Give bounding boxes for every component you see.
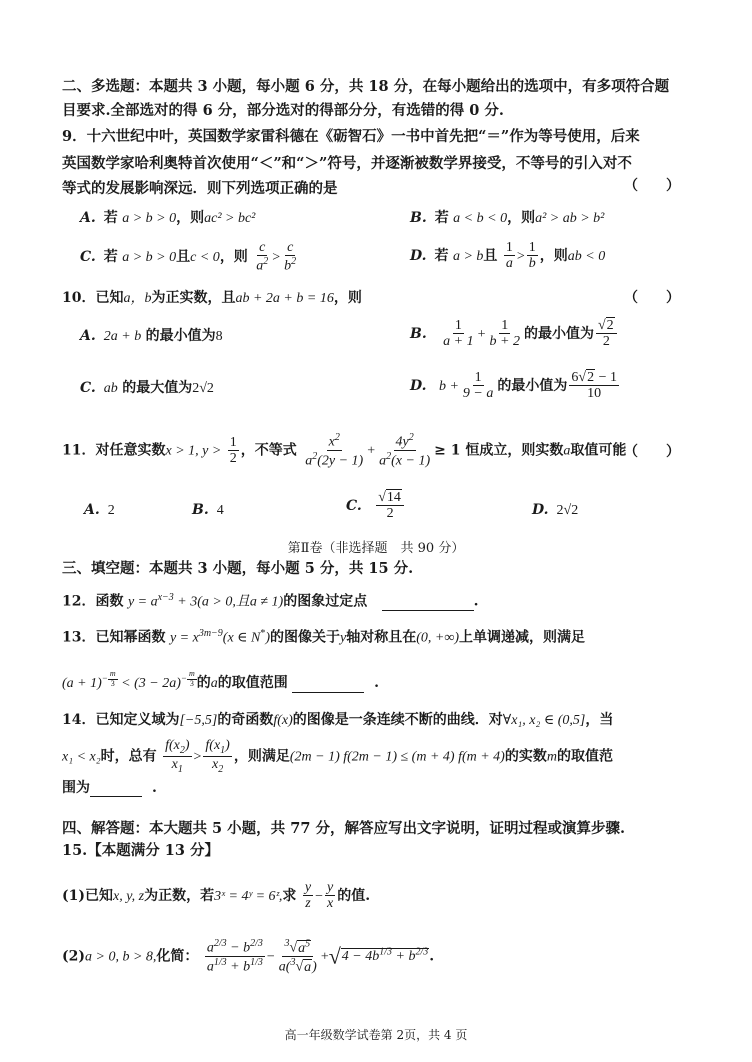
option-text: 若 (434, 210, 449, 226)
stem-text: 已知定义域为 (95, 712, 180, 728)
q13-stem-line2: $(a + 1)^{- \frac{m}{3}}$ < $(3 - 2a)^{- \frac{m}{3}}$ 的a的取值范围 . (62, 669, 380, 692)
stem-text: . (374, 675, 380, 692)
fraction-fx2-over-x1: $\frac{f(x_2)}{x_1}$ (165, 738, 190, 775)
q15-part2: (2)a > 0, b > 8,化简： $\frac{a^{2/3} - b^{2/3}}{a^{1/3} + b^{1/3}}$ − $\frac{^3√a^5}{a(^3√a)}$ $+√4 - 4b^{1/3} + b^{2/3}$. (62, 938, 435, 975)
option-value: 2√2 (556, 503, 579, 518)
q9-option-c: C. 若 a > b > 0且c < 0，则 $\frac{c}{a^2}$ > $\frac{c}{b^2}$ (80, 240, 297, 275)
q11-option-b (192, 502, 224, 520)
fraction-4y2-term: $\frac{4y^2}{a^2(x - 1)}$ (379, 432, 431, 469)
q12-answer-blank[interactable] (382, 610, 474, 611)
option-label: A. (84, 502, 100, 518)
option-math: a < b < 0 (453, 211, 508, 226)
q10-stem (62, 290, 362, 308)
fraction-sqrt2-over-2: $\frac{√2}{2}$ (596, 318, 617, 350)
stem-text: ，则满足 (233, 748, 290, 765)
fraction-1-over-b: $\frac{1}{b}$ (528, 240, 536, 272)
stem-text: 围为 (62, 780, 90, 796)
stem-exponent: * (260, 628, 266, 639)
option-text: ，则 (219, 249, 248, 266)
fraction-y-over-z: $\frac{y}{z}$ (304, 880, 312, 912)
fraction-c-over-a2: $\frac{c}{a^2}$ (256, 240, 269, 275)
stem-text: . (152, 780, 157, 796)
stem-text: 的 (196, 675, 211, 692)
option-label: C. (346, 497, 362, 514)
stem-text: 上单调递减，则满足 (459, 629, 586, 646)
stem-text: . (473, 593, 479, 610)
q9-stem-line1: 9．十六世纪中叶，英国数学家雷科德在《砺智石》一书中首先把“＝”作为等号使用，后来 (62, 128, 640, 145)
option-text: 若 (434, 247, 449, 264)
fraction-c-over-b2: $\frac{c}{b^2}$ (284, 240, 297, 275)
option-label: C. (80, 380, 96, 396)
fraction-x2-term: $\frac{x^2}{a^2(2y - 1)}$ (305, 432, 364, 469)
stem-math: a (210, 676, 218, 692)
fraction-fx1-over-x2: $\frac{f(x_1)}{x_2}$ (205, 738, 230, 775)
fraction-1-over-9-minus-a: $\frac{1}{9 - a}$ (462, 370, 494, 402)
option-label: B. (410, 325, 427, 342)
stem-math: 3ˣ = 4ʸ = 6ᶻ, (214, 888, 283, 904)
stem-text: 取值可能 (570, 442, 627, 459)
stem-text: ，则 (333, 290, 362, 306)
stem-text: 已知 (85, 887, 113, 904)
fraction-1-over-2: $\frac{1}{2}$ (229, 434, 237, 467)
q11-answer-paren: （ ） (624, 444, 680, 460)
stem-text: 化简： (156, 948, 199, 965)
option-text: 且 (483, 247, 498, 264)
stem-text: 已知幂函数 (95, 629, 166, 646)
stem-math: y (340, 630, 347, 646)
stem-text: ，不等式 (240, 442, 297, 459)
q10-option-a (80, 328, 223, 346)
part-label: (2) (62, 948, 85, 965)
part-label: (1) (62, 887, 85, 904)
option-label: A. (80, 328, 96, 344)
q10-option-b: B. $\frac{1}{a + 1}$ + $\frac{1}{b + 2}$ 的最小值为 $\frac{√2}{2}$ (410, 318, 619, 350)
q11-option-c (346, 490, 406, 522)
option-label: D. (532, 502, 549, 518)
q10-option-d: D. b + $\frac{1}{9 - a}$ 的最小值为 $\frac{6√2 - 1}{10}$ (410, 370, 617, 402)
q9-option-d: D. 若 a > b且 $\frac{1}{a}$ > $\frac{1}{b}$ ，则ab < 0 (410, 240, 606, 272)
stem-text: 为正数，若 (144, 887, 215, 904)
option-math: c < 0 (190, 250, 220, 266)
stem-text: 的图像关于 (270, 629, 341, 646)
q13-stem-line1 (62, 628, 585, 647)
stem-math: x, y, z (113, 888, 145, 904)
option-text: 且 (176, 249, 191, 266)
stem-math: [−5,5] (179, 713, 218, 728)
stem-math: ab + 2a + b = 16 (235, 291, 334, 306)
option-math: a² > ab > b² (535, 211, 605, 226)
q15-part1: (1)已知x, y, z为正数，若3ˣ = 4ʸ = 6ᶻ,求 $\frac{y}{z}$ − $\frac{y}{x}$ 的值. (62, 880, 371, 912)
stem-text: 的图像是一条连续不断的曲线．对 (292, 712, 503, 728)
option-label: D. (410, 247, 427, 264)
option-text: 若 (103, 249, 118, 266)
option-math: a > b (452, 248, 484, 264)
option-text: ，则 (507, 210, 536, 226)
fraction-y-over-x: $\frac{y}{x}$ (327, 880, 334, 912)
q9-stem-line2: 英国数学家哈利奥特首次使用“＜”和“＞”符号，并逐渐被数学界接受，不等号的引入对不 (62, 155, 632, 172)
stem-math: < (3 − 2a) (117, 676, 181, 692)
exp-denominator: 3 (110, 678, 115, 688)
q14-answer-blank[interactable] (90, 796, 142, 797)
option-text: ，则 (539, 247, 568, 264)
option-math: a > b > 0 (122, 211, 177, 226)
stem-text: 函数 (95, 593, 124, 610)
stem-text: . (429, 948, 435, 965)
stem-text: 对任意实数 (95, 442, 166, 459)
option-text: 若 (103, 210, 118, 226)
q11-option-a (84, 502, 115, 520)
question-number: 12． (62, 593, 96, 610)
option-value: 2√2 (192, 381, 214, 396)
option-value: 2 (107, 503, 115, 518)
q12-stem (62, 592, 479, 611)
stem-text: ，当 (585, 712, 614, 728)
stem-text: 求 (282, 887, 297, 904)
stem-text: 的奇函数 (217, 712, 274, 728)
question-number: 13． (62, 629, 96, 646)
option-text: 的最小值为 (145, 328, 216, 344)
question-number: 14． (62, 712, 96, 728)
question-number: 11． (62, 442, 96, 459)
exp-numerator: m (109, 669, 116, 678)
fraction-sqrt14-over-2: $\frac{√14}{2}$ (376, 490, 404, 522)
q9-option-b (410, 210, 604, 228)
q11-option-d (532, 502, 578, 520)
q9-answer-paren: （ ） (624, 178, 680, 194)
stem-text: 轴对称且在 (346, 629, 417, 646)
option-value: 8 (215, 329, 223, 344)
stem-math: x > 1, y > (165, 443, 222, 459)
option-label: D. (410, 377, 427, 394)
stem-text: 的实数 (504, 748, 547, 765)
q10-answer-paren: （ ） (624, 290, 680, 306)
q14-stem-line2: x₁ < x₂时，总有 $\frac{f(x_2)}{x_1}$ > $\frac{f(x_1)}{x_2}$ ，则满足(2m − 1) f(2m − 1) ≤ (m + 4) f(m + 4)的实数m的取值范 (62, 738, 613, 775)
stem-text: 已知 (95, 290, 124, 306)
stem-math: (a + 1) (62, 676, 102, 692)
option-text: 的最小值为 (497, 377, 568, 394)
option-text: 的最大值为 (122, 380, 193, 396)
section-title-answer: 四、解答题：本大题共 5 小题，共 77 分，解答应写出文字说明，证明过程或演算步骤. (62, 820, 626, 837)
stem-text: 时，总有 (100, 748, 157, 765)
stem-exponent: x−3 (157, 592, 174, 603)
q14-stem-line3 (62, 780, 157, 797)
stem-math: (2m − 1) f(2m − 1) ≤ (m + 4) f(m + 4) (289, 749, 505, 765)
stem-exponent: 3m−9 (198, 628, 223, 639)
q11-stem: 11．对任意实数x > 1, y > $\frac{1}{2}$ ，不等式 $\frac{x^2}{a^2(2y - 1)}$ + $\frac{4y^2}{a^2(x - 1)}$ ≥ 1 恒成立，则实数a取值可能 (62, 432, 627, 469)
q9-stem-line3: 等式的发展影响深远．则下列选项正确的是 (62, 180, 338, 197)
option-value: 4 (216, 503, 224, 518)
stem-math: ) (265, 630, 271, 646)
section-title-multiple-choice: 二、多选题：本题共 3 小题，每小题 6 分，共 18 分，在每小题给出的选项中，有多项符合题 (62, 78, 670, 95)
section-title-fill-in: 三、填空题：本题共 3 小题，每小题 5 分，共 15 分. (62, 560, 414, 577)
option-math: ab < 0 (567, 248, 606, 264)
option-math: 2a + b (103, 329, 142, 344)
fraction-1-over-a: $\frac{1}{a}$ (505, 240, 513, 272)
option-label: B. (410, 210, 427, 226)
stem-math: ∀x₁, x₂ ∈ (0,5] (502, 713, 586, 728)
q10-option-c (80, 380, 214, 398)
q15-title: 15.【本题满分 13 分】 (62, 842, 220, 859)
stem-math: x₁ < x₂ (62, 749, 101, 765)
fraction-simplify-term2: $\frac{^3√a^5}{a(^3√a)}$ (278, 938, 317, 975)
section-title-multiple-choice-cont: 目要求.全部选对的得 6 分，部分选对的得部分分，有选错的得 0 分. (62, 102, 504, 119)
stem-text: ≥ 1 恒成立，则实数 (434, 442, 564, 459)
question-number: 10． (62, 290, 96, 306)
stem-math: y = a (127, 594, 158, 610)
fraction-1-over-b-plus-2: $\frac{1}{b + 2}$ (489, 318, 520, 350)
option-math: a > b > 0 (122, 250, 177, 266)
stem-math: m (546, 749, 557, 765)
part2-header: 第Ⅱ卷（非选择题 共 90 分） (287, 541, 465, 556)
option-label: B. (192, 502, 209, 518)
stem-math: + 3(a > 0,且a ≠ 1) (173, 594, 284, 610)
fraction-1-over-a-plus-1: $\frac{1}{a + 1}$ (443, 318, 474, 350)
stem-math: a (563, 443, 571, 459)
stem-text: 的图象过定点 (283, 593, 368, 610)
option-math: ac² > bc² (204, 211, 256, 226)
stem-text: 的取值范 (556, 748, 613, 765)
stem-text: 为正实数，且 (151, 290, 236, 306)
fraction-simplify-term1: $\frac{a^{2/3} - b^{2/3}}{a^{1/3} + b^{1/3}}$ (206, 938, 263, 975)
stem-text: 的值. (337, 887, 371, 904)
stem-math: y = x (169, 630, 199, 646)
stem-math: (0, +∞) (416, 630, 460, 646)
page-footer: 高一年级数学试卷第 2页，共 4 页 (284, 1028, 468, 1042)
stem-math: f(x) (273, 713, 293, 728)
stem-math: a > 0, b > 8, (85, 949, 157, 965)
stem-text: 的取值范围 (217, 675, 288, 692)
stem-math: a，b (123, 291, 152, 306)
q9-option-a (80, 210, 255, 228)
option-label: A. (80, 210, 96, 226)
q14-stem-line1 (62, 712, 613, 730)
fraction-6sqrt2-minus1-over-10: $\frac{6√2 - 1}{10}$ (571, 370, 617, 402)
option-text: 的最小值为 (523, 325, 594, 342)
option-math: ab (103, 381, 118, 396)
q13-answer-blank[interactable] (292, 692, 364, 693)
stem-math: (x ∈ N (222, 630, 261, 646)
option-text: ，则 (176, 210, 205, 226)
option-label: C. (80, 249, 96, 266)
